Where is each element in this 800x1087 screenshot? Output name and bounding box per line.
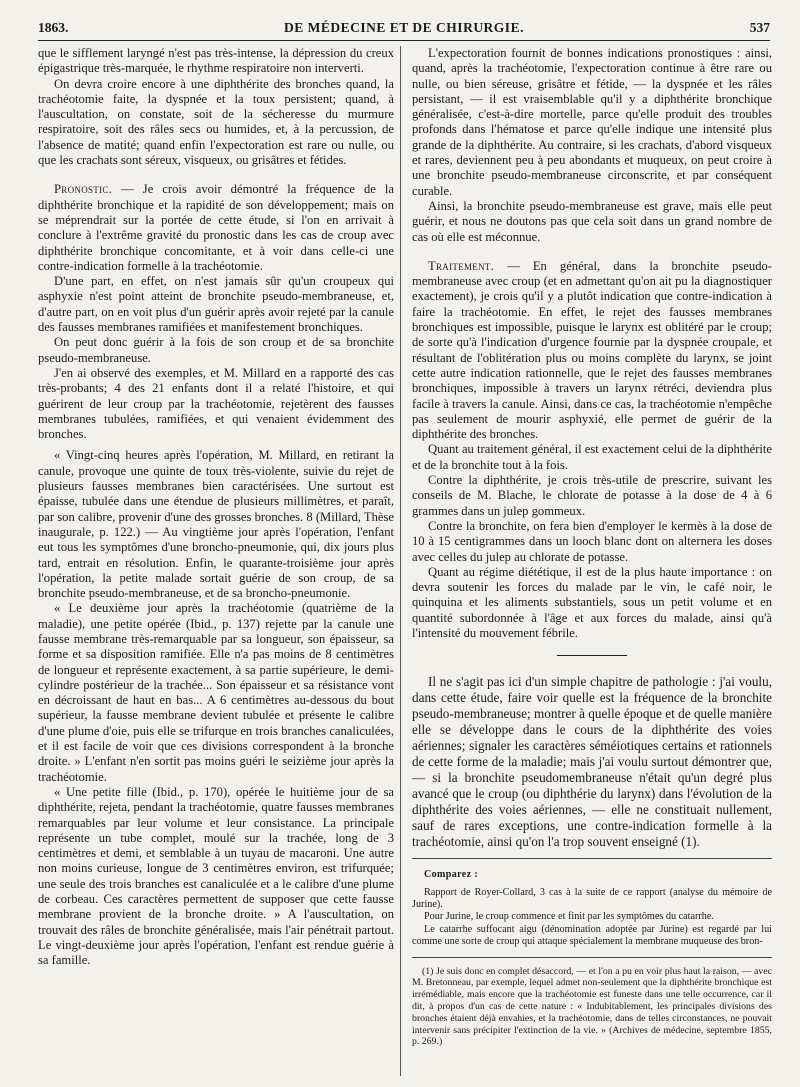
quote-paragraph: « Une petite fille (Ibid., p. 170), opérée le huitième jour de sa diphthérite, rejeta, pendant la trachéotomie, quatre fausses membranes remarquables par leur volume et leur consistance. La principale représente un tube complet, moulé sur la trachée, long de 3 centimètres et demi, et semblable à un tuyau de macaroni. Une autre non moins curieuse, longue de 3 centimètres environ, est trifurquée; une seule des trois branches est canaliculée et a le calibre d'une plume de corbeau. Ces caractères permettent de supposer que cette fausse membrane provient de la bronche droite. » A l'auscultation, on trouvait des râles de bronchite généralisée, mais l'air pénétrait partout. Le vingt-deuxième jour après l'opération, l'enfant est rendue guérie à sa famille.	[38, 784, 394, 968]
section-separator	[557, 655, 627, 656]
header-year: 1863.	[38, 20, 69, 35]
right-column	[412, 46, 772, 1048]
paragraph: Quant au traitement général, il est exactement celui de la diphthérite et de la bronchite tout à la fois.	[412, 442, 772, 472]
quote-paragraph: « Le deuxième jour après la trachéotomie (quatrième de la maladie), une petite opérée (Ibid., p. 137) rejette par la canule une fausse membrane très-remarquable par sa longueur, son épaisseur, sa forme et sa disposition ramifiée. Elle n'a pas moins de 8 centimètres de longueur et représente exactement, à sa partie supérieure, le demi-cylindre postérieur de la trachée... Son épaisseur et sa résistance vont en décroissant de haut en bas... A 6 centimètres au-dessous du bout supérieur, la fausse membrane devient tubulée et présente le calibre d'une plume d'oie, puis elle se trifurque en trois branches canaliculées, et il est facile de voir que ces divisions correspondent à la bronche droite. » L'enfant n'en sortit pas moins guéri le seizième jour après la trachéotomie.	[38, 601, 394, 784]
comparez-notes	[412, 887, 772, 949]
rule	[412, 858, 772, 859]
comparez-heading: Comparez :	[424, 869, 479, 881]
paragraph: Contre la bronchite, on fera bien d'employer le kermès à la dose de 10 à 15 centigrammes dans un looch blanc dont on alternera les doses avec celles du julep au chlorate de potasse.	[412, 518, 772, 564]
paragraph-traitement: Traitement. — En général, dans la bronchite pseudo-membraneuse avec croup (et en admettant qu'on ait pu la diagnostiquer exactement), je crois qu'il y a plutôt indication que contre-indication à faire la trachéotomie. En effet, le rejet des fausses membranes bronchiques est impossible, puisque le larynx est oblitéré par le croup; de sorte qu'à l'indication d'urgence fournie par la dyspnée croupale, et résultant de l'oblitération plus ou moins complète du larynx, se joint cette autre indication rationnelle, que le rejet des fausses membranes bronchiques, impossible à travers un larynx rétréci, deviendra plus facile à travers la canule. Ainsi, dans ce cas, la trachéotomie n'empêche pas seulement de mourir asphyxié, elle permet de guérir de la diphthérite des bronches.	[412, 258, 772, 442]
paragraph: que le sifflement laryngé n'est pas très-intense, la dépression du creux épigastrique très-marquée, le rhythme respiratoire non interverti.	[38, 46, 394, 76]
note: Pour Jurine, le croup commence et finit par les symptômes du catarrhe.	[424, 911, 714, 923]
column-divider	[400, 46, 401, 1076]
note: Rapport de Royer-Collard, 3 cas à la suite de ce rapport (analyse du mémoire de Jurine).	[412, 886, 772, 910]
footnote	[412, 966, 772, 1049]
conclusion	[412, 674, 772, 850]
section-label: Pronostic.	[54, 182, 113, 197]
footnote-text: (1) Je suis donc en complet désaccord, — et l'on a pu en voir plus haut la raison, — avec M. Bretonneau, par exemple, lequel admet non-seulement que la diphthérite bronchique est irrémédiable, mais encore que la trachéotomie est funeste dans une telle occurrence, car il dit, à propos d'un cas de cette nature : « Indubitablement, les principales divisions des bronches étaient déjà envahies, et la trachéotomie, dans de telles circonstances, ne pouvait intervenir sans précipiter l'extinction de la vie. » (Archives de médecine, septembre 1855, p. 269.)	[412, 965, 772, 1048]
paragraph: Quant au régime diététique, il est de la plus haute importance : on devra soutenir les forces du malade par le vin, le café noir, le quinquina et les aliments substantiels, sous un petit volume et en quantité subordonnée à l'âge et aux forces du malade, ainsi qu'à l'intensité du mouvement fébrile.	[412, 564, 772, 640]
paragraph: Contre la diphthérite, je crois très-utile de prescrire, suivant les conseils de M. Blache, le chlorate de potasse à la dose de 4 à 6 grammes dans un julep gommeux.	[412, 473, 772, 518]
page-number: 537	[749, 20, 770, 35]
quote-paragraph: « Vingt-cinq heures après l'opération, M. Millard, en retirant la canule, provoque une quinte de toux très-violente, suivie du rejet de plusieurs fausses membranes bien caractérisées. Une surtout est épaisse, tubulée dans une étendue de plusieurs millimètres, et paraît, par son calibre, provenir d'une des grosses bronches. 8 (Millard, Thèse inaugurale, p. 122.) — Au vingtième jour après l'opération, l'enfant eut tous les symptômes d'une broncho-pneumonie, qui, dix jours plus tard, entrait en résolution. Enfin, le quarante-troisième jour après l'opération, la petite malade sortait guérie de son croup, de sa bronchite pseudo-membraneuse, et de sa broncho-pneumonie.	[38, 448, 394, 601]
paragraph: On devra croire encore à une diphthérite des bronches quand, la trachéotomie faite, la dyspnée et la toux persistent; quand, à l'auscultation, on constate, soit de la sécheresse du murmure respiratoire, soit des râles secs ou humides, et, à la percussion, de l'absence de matité; quand enfin l'expectoration est rare ou nulle, ou que les crachats sont séreux, visqueux, ou grisâtres et fétides.	[38, 76, 394, 168]
page-header	[38, 20, 770, 42]
paragraph-pronostic: Pronostic. — Je crois avoir démontré la fréquence de la diphthérite bronchique et la rapidité de son développement; mais on se méprendrait sur la portée de cette étude, si l'on en arrivait à conclure à l'extrême gravité du pronostic dans les cas de croup avec diphthérite bronchique concomitante, et à voir dans celle-ci une contre-indication formelle à la trachéotomie.	[38, 182, 394, 273]
paragraph: J'en ai observé des exemples, et M. Millard en a rapporté des cas très-probants; 4 des 21 enfants dont il a relaté l'histoire, et qui guérirent de leur croup par la trachéotomie, rejetèrent des fausses membranes tubulées, ramifiées, et qui venaient évidemment des bronches.	[38, 365, 394, 442]
paragraph: Ainsi, la bronchite pseudo-membraneuse est grave, mais elle peut guérir, et nous ne doutons pas que cela soit dans un grand nombre de cas où elle est méconnue.	[412, 198, 772, 244]
footnote-rule	[412, 957, 772, 958]
header-title: DE MÉDECINE ET DE CHIRURGIE.	[284, 20, 524, 35]
paragraph: L'expectoration fournit de bonnes indications pronostiques : ainsi, quand, après la trachéotomie, l'expectoration continue à être rare ou nulle, ou bien séreuse, grisâtre et fétide, — la dyspnée et les râles persistant, — il est vraisemblable qu'il y a diphthérite bronchique généralisée, c'est-à-dire mortelle, parce qu'elle produit des troubles profonds dans l'hématose et parce qu'elle indique une intensité plus grande de la diphthérite. Au contraire, si les crachats, d'abord visqueux et rares, deviennent peu à peu abondants et muqueux, on peut croire à une bronchite pseudo-membraneuse circonscrite, et par conséquent curable.	[412, 46, 772, 198]
left-column	[38, 46, 394, 969]
note: Le catarrhe suffocant aigu (dénomination adoptée par Jurine) est regardé par lui comme une sorte de croup qui attaque spécialement la membrane muqueuse des bron-	[412, 923, 772, 948]
paragraph: On peut donc guérir à la fois de son croup et de sa bronchite pseudo-membraneuse.	[38, 335, 394, 365]
paragraph: Il ne s'agit pas ici d'un simple chapitre de pathologie : j'ai voulu, dans cette étude, faire voir quelle est la fréquence de la bronchite pseudo-membraneuse; montrer à quelle époque et de quelle manière elle se développe dans le cours de la diphthérite des voies aériennes; signaler les caractères séméiotiques certains et rationnels de cette forme de la maladie; mais j'ai voulu surtout démontrer que, — si la bronchite pseudomembraneuse n'était qu'un degré plus avancé que le croup (ou diphthérie du larynx) dans l'évolution de la diphthérite des voies aériennes, — elle ne constituait nullement, sauf de rares exceptions, une contre-indication formelle à la trachéotomie, ainsi qu'on l'a trop souvent enseigné (1).	[412, 674, 772, 850]
header-rule	[38, 40, 770, 41]
paragraph: D'une part, en effet, on n'est jamais sûr qu'un croupeux qui asphyxie n'est point atteint de bronchite pseudo-membraneuse, et, d'autre part, on en voit plus d'un guérir après avoir rejeté par la canule des fausses membranes ramifiées et manifestement bronchiques.	[38, 274, 394, 335]
section-label: Traitement.	[428, 258, 495, 273]
